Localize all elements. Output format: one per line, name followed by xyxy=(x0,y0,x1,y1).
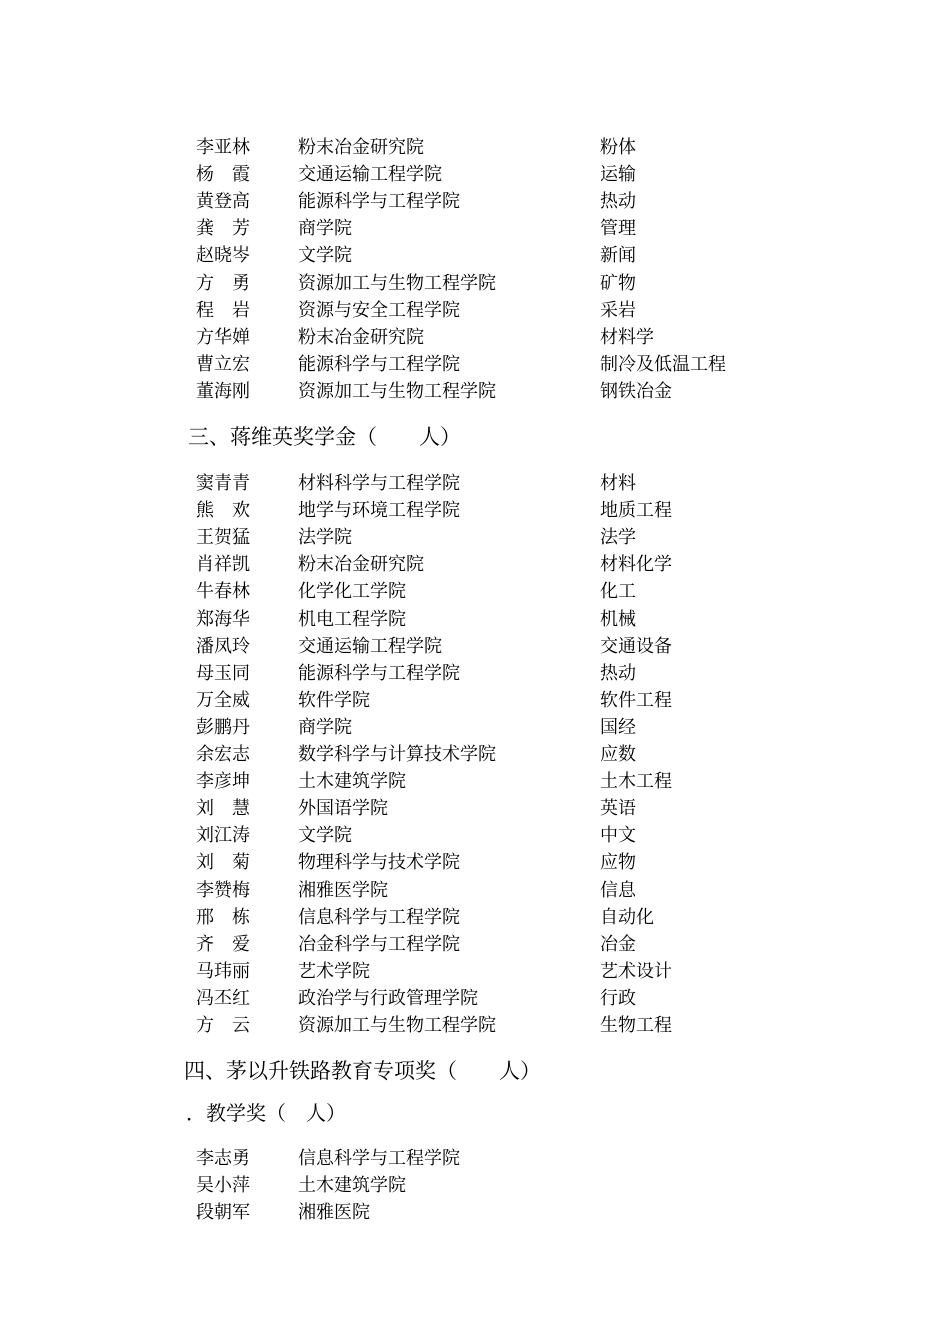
row-name: 曹立宏 xyxy=(196,353,250,375)
row-school: 软件学院 xyxy=(298,689,370,711)
row-name: 程 岩 xyxy=(196,299,250,321)
list-row xyxy=(0,795,950,822)
list-row xyxy=(0,524,950,551)
row-school: 土木建筑学院 xyxy=(298,1175,406,1197)
row-school: 冶金科学与工程学院 xyxy=(298,933,460,955)
list-row xyxy=(0,551,950,578)
list-row xyxy=(0,1012,950,1039)
row-major: 法学 xyxy=(600,527,636,549)
section-heading-mao-yisheng-award: 四、茅以升铁路教育专项奖（ 人） xyxy=(184,1059,541,1083)
row-major: 国经 xyxy=(600,716,636,738)
list-row xyxy=(0,606,950,633)
row-major: 制冷及低温工程 xyxy=(600,353,726,375)
row-school: 信息科学与工程学院 xyxy=(298,906,460,928)
row-major: 英语 xyxy=(600,798,636,820)
row-school: 交通运输工程学院 xyxy=(298,635,442,657)
list-row xyxy=(0,324,950,351)
list-row xyxy=(0,931,950,958)
row-major: 地质工程 xyxy=(600,500,672,522)
list-row xyxy=(0,958,950,985)
row-name: 杨 霞 xyxy=(196,164,250,186)
list-row xyxy=(0,134,950,161)
row-school: 能源科学与工程学院 xyxy=(298,662,460,684)
row-school: 商学院 xyxy=(298,218,352,240)
row-name: 冯丕红 xyxy=(196,987,250,1009)
row-name: 刘 慧 xyxy=(196,798,250,820)
row-name: 马玮丽 xyxy=(196,960,250,982)
row-major: 应数 xyxy=(600,744,636,765)
row-name: 齐 爱 xyxy=(196,933,250,955)
row-school: 机电工程学院 xyxy=(298,608,406,630)
list-row xyxy=(0,470,950,497)
list-row xyxy=(0,578,950,605)
row-school: 材料科学与工程学院 xyxy=(298,473,460,494)
row-major: 软件工程 xyxy=(600,689,672,711)
section-heading-jiang-weiying-scholarship: 三、蒋维英奖学金（ 人） xyxy=(188,425,461,449)
row-name: 刘 菊 xyxy=(196,852,250,874)
row-major: 应物 xyxy=(600,852,636,874)
row-school: 资源加工与生物工程学院 xyxy=(298,1015,496,1036)
row-school: 湘雅医学院 xyxy=(298,879,388,901)
list-row xyxy=(0,849,950,876)
list-row xyxy=(0,378,950,405)
row-school: 化学化工学院 xyxy=(298,581,406,603)
row-school: 粉末冶金研究院 xyxy=(298,137,424,158)
row-name: 母玉同 xyxy=(196,662,250,684)
row-school: 外国语学院 xyxy=(298,798,388,820)
list-row xyxy=(0,877,950,904)
row-school: 数学科学与计算技术学院 xyxy=(298,744,496,765)
row-name: 郑海华 xyxy=(196,608,250,630)
row-name: 黄登高 xyxy=(196,191,250,213)
row-major: 土木工程 xyxy=(600,771,672,793)
list-row xyxy=(0,297,950,324)
row-school: 能源科学与工程学院 xyxy=(298,191,460,213)
row-school: 粉末冶金研究院 xyxy=(298,326,424,348)
row-school: 物理科学与技术学院 xyxy=(298,852,460,874)
row-major: 材料学 xyxy=(600,326,654,348)
row-school: 政治学与行政管理学院 xyxy=(298,987,478,1009)
list-row xyxy=(0,822,950,849)
row-school: 法学院 xyxy=(298,527,352,549)
row-major: 机械 xyxy=(600,608,636,630)
row-school: 交通运输工程学院 xyxy=(298,164,442,186)
row-major: 热动 xyxy=(600,662,636,684)
list-row xyxy=(0,741,950,768)
row-name: 刘江涛 xyxy=(196,825,250,847)
list-row xyxy=(0,768,950,795)
row-major: 粉体 xyxy=(600,137,636,158)
row-school: 资源与安全工程学院 xyxy=(298,299,460,321)
row-school: 土木建筑学院 xyxy=(298,771,406,793)
row-major: 材料化学 xyxy=(600,554,672,576)
list-row xyxy=(0,660,950,687)
row-major: 冶金 xyxy=(600,933,636,955)
list-row xyxy=(0,242,950,269)
row-major: 生物工程 xyxy=(600,1015,672,1036)
row-name: 段朝军 xyxy=(196,1202,250,1224)
row-major: 行政 xyxy=(600,987,636,1009)
row-major: 管理 xyxy=(600,218,636,240)
row-school: 文学院 xyxy=(298,825,352,847)
row-major: 艺术设计 xyxy=(600,960,672,982)
row-school: 地学与环境工程学院 xyxy=(298,500,460,522)
row-school: 资源加工与生物工程学院 xyxy=(298,272,496,294)
list-row xyxy=(0,270,950,297)
row-school: 湘雅医院 xyxy=(298,1202,370,1224)
row-name: 吴小萍 xyxy=(196,1175,250,1197)
row-school: 文学院 xyxy=(298,245,352,267)
list-row xyxy=(0,1199,950,1226)
row-name: 李彦坤 xyxy=(196,771,250,793)
row-school: 资源加工与生物工程学院 xyxy=(298,380,496,402)
row-name: 李亚林 xyxy=(196,137,250,158)
row-name: 肖祥凯 xyxy=(196,554,250,576)
row-school: 能源科学与工程学院 xyxy=(298,353,460,375)
row-major: 中文 xyxy=(600,825,636,847)
row-name: 李志勇 xyxy=(196,1148,250,1169)
row-name: 龚 芳 xyxy=(196,218,250,240)
row-major: 信息 xyxy=(600,879,636,901)
list-row xyxy=(0,687,950,714)
row-major: 自动化 xyxy=(600,906,654,928)
subheading-teaching-award: ．教学奖（ 人） xyxy=(186,1101,346,1125)
row-name: 潘凤玲 xyxy=(196,635,250,657)
row-name: 董海刚 xyxy=(196,380,250,402)
row-school: 商学院 xyxy=(298,716,352,738)
list-row xyxy=(0,1145,950,1172)
list-row xyxy=(0,215,950,242)
row-school: 信息科学与工程学院 xyxy=(298,1148,460,1169)
row-major: 采岩 xyxy=(600,299,636,321)
row-major: 热动 xyxy=(600,191,636,213)
list-row xyxy=(0,1172,950,1199)
row-school: 粉末冶金研究院 xyxy=(298,554,424,576)
row-major: 矿物 xyxy=(600,272,636,294)
list-row xyxy=(0,714,950,741)
row-name: 万全威 xyxy=(196,689,250,711)
row-name: 李赞梅 xyxy=(196,879,250,901)
row-name: 窦青青 xyxy=(196,473,250,494)
row-school: 艺术学院 xyxy=(298,960,370,982)
list-row xyxy=(0,351,950,378)
list-row xyxy=(0,161,950,188)
row-name: 余宏志 xyxy=(196,744,250,765)
list-row xyxy=(0,904,950,931)
row-name: 彭鹏丹 xyxy=(196,716,250,738)
row-major: 化工 xyxy=(600,581,636,603)
row-major: 交通设备 xyxy=(600,635,672,657)
list-row xyxy=(0,188,950,215)
list-row xyxy=(0,633,950,660)
row-name: 方华婵 xyxy=(196,326,250,348)
row-major: 钢铁冶金 xyxy=(600,380,672,402)
row-name: 方 云 xyxy=(196,1015,250,1036)
row-name: 邢 栋 xyxy=(196,906,250,928)
list-row xyxy=(0,985,950,1012)
row-major: 运输 xyxy=(600,164,636,186)
row-major: 新闻 xyxy=(600,245,636,267)
row-name: 赵晓岑 xyxy=(196,245,250,267)
row-name: 熊 欢 xyxy=(196,500,250,522)
row-major: 材料 xyxy=(600,473,636,494)
row-name: 王贺猛 xyxy=(196,527,250,549)
row-name: 牛春林 xyxy=(196,581,250,603)
list-row xyxy=(0,497,950,524)
row-name: 方 勇 xyxy=(196,272,250,294)
